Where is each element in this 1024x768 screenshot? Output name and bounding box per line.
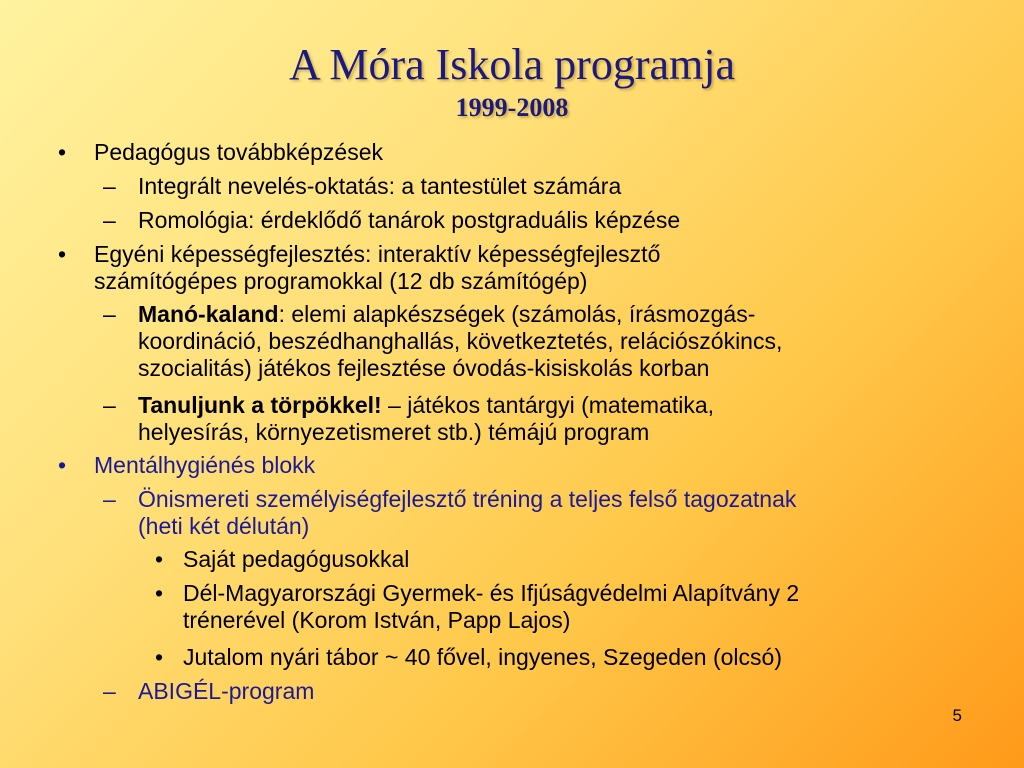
dash-marker: – [103, 392, 116, 418]
list-item-text: Jutalom nyári tábor ~ 40 fővel, ingyenes, Szegeden (olcsó) [183, 644, 782, 670]
list-item-text-rest: : elemi alapkészségek (számolás, írásmozgás- [278, 301, 756, 327]
slide-subtitle: 1999-2008 [455, 93, 569, 122]
list-item [103, 678, 314, 705]
list-item-text: Pedagógus továbbképzések [94, 139, 383, 165]
dash-marker: – [103, 207, 116, 233]
list-item-text: Dél-Magyarországi Gyermek- és Ifjúságvédelmi Alapítvány 2 [183, 580, 800, 606]
list-item [155, 644, 782, 671]
list-item-text: trénerével (Korom István, Papp Lajos) [183, 607, 571, 633]
bullet-marker: • [58, 241, 67, 267]
list-item [103, 207, 680, 234]
list-item-text [138, 392, 714, 419]
dash-marker: – [103, 486, 116, 512]
list-item-text-rest: – játékos tantárgyi (matematika, [381, 392, 715, 418]
list-item [58, 139, 383, 166]
dash-marker: – [103, 678, 116, 704]
list-item [155, 580, 799, 634]
bullet-marker: • [58, 139, 67, 165]
list-item-text: Romológia: érdeklődő tanárok postgraduális képzése [138, 207, 681, 233]
list-item [103, 392, 714, 446]
list-item-text: Egyéni képességfejlesztés: interaktív képességfejlesztő [94, 241, 661, 267]
bullet-marker: • [155, 644, 164, 670]
list-item-text: koordináció, beszédhanghallás, következtetés, relációszókincs, [138, 328, 783, 354]
page-number: 5 [952, 706, 962, 725]
list-item [58, 452, 315, 479]
list-item [58, 241, 660, 295]
dash-marker: – [103, 301, 116, 327]
list-item-text [138, 301, 782, 328]
list-item-text: Mentálhygiénés blokk [94, 452, 316, 478]
bold-term: Tanuljunk a törpökkel! [138, 392, 382, 418]
list-item-text: szocialitás) játékos fejlesztése óvodás-kisiskolás korban [138, 355, 710, 381]
list-item [103, 301, 782, 382]
list-item-text: (heti két délután) [138, 513, 310, 539]
list-item-text: számítógépes programokkal (12 db számítógép) [94, 268, 588, 294]
list-item-text: Integrált nevelés-oktatás: a tantestület számára [138, 173, 622, 199]
bullet-marker: • [155, 580, 164, 606]
slide-title: A Móra Iskola programja [289, 40, 735, 89]
list-item-text: Saját pedagógusokkal [183, 546, 410, 572]
bold-term: Manó-kaland [138, 301, 279, 327]
list-item [103, 173, 621, 200]
list-item-text: Önismereti személyiségfejlesztő tréning a teljes felső tagozatnak [138, 486, 797, 512]
list-item-text: ABIGÉL-program [138, 678, 315, 704]
list-item-text: helyesírás, környezetismeret stb.) témájú program [138, 419, 650, 445]
list-item [155, 546, 409, 573]
bullet-marker: • [155, 546, 164, 572]
list-item [103, 486, 796, 540]
bullet-marker: • [58, 452, 67, 478]
dash-marker: – [103, 173, 116, 199]
